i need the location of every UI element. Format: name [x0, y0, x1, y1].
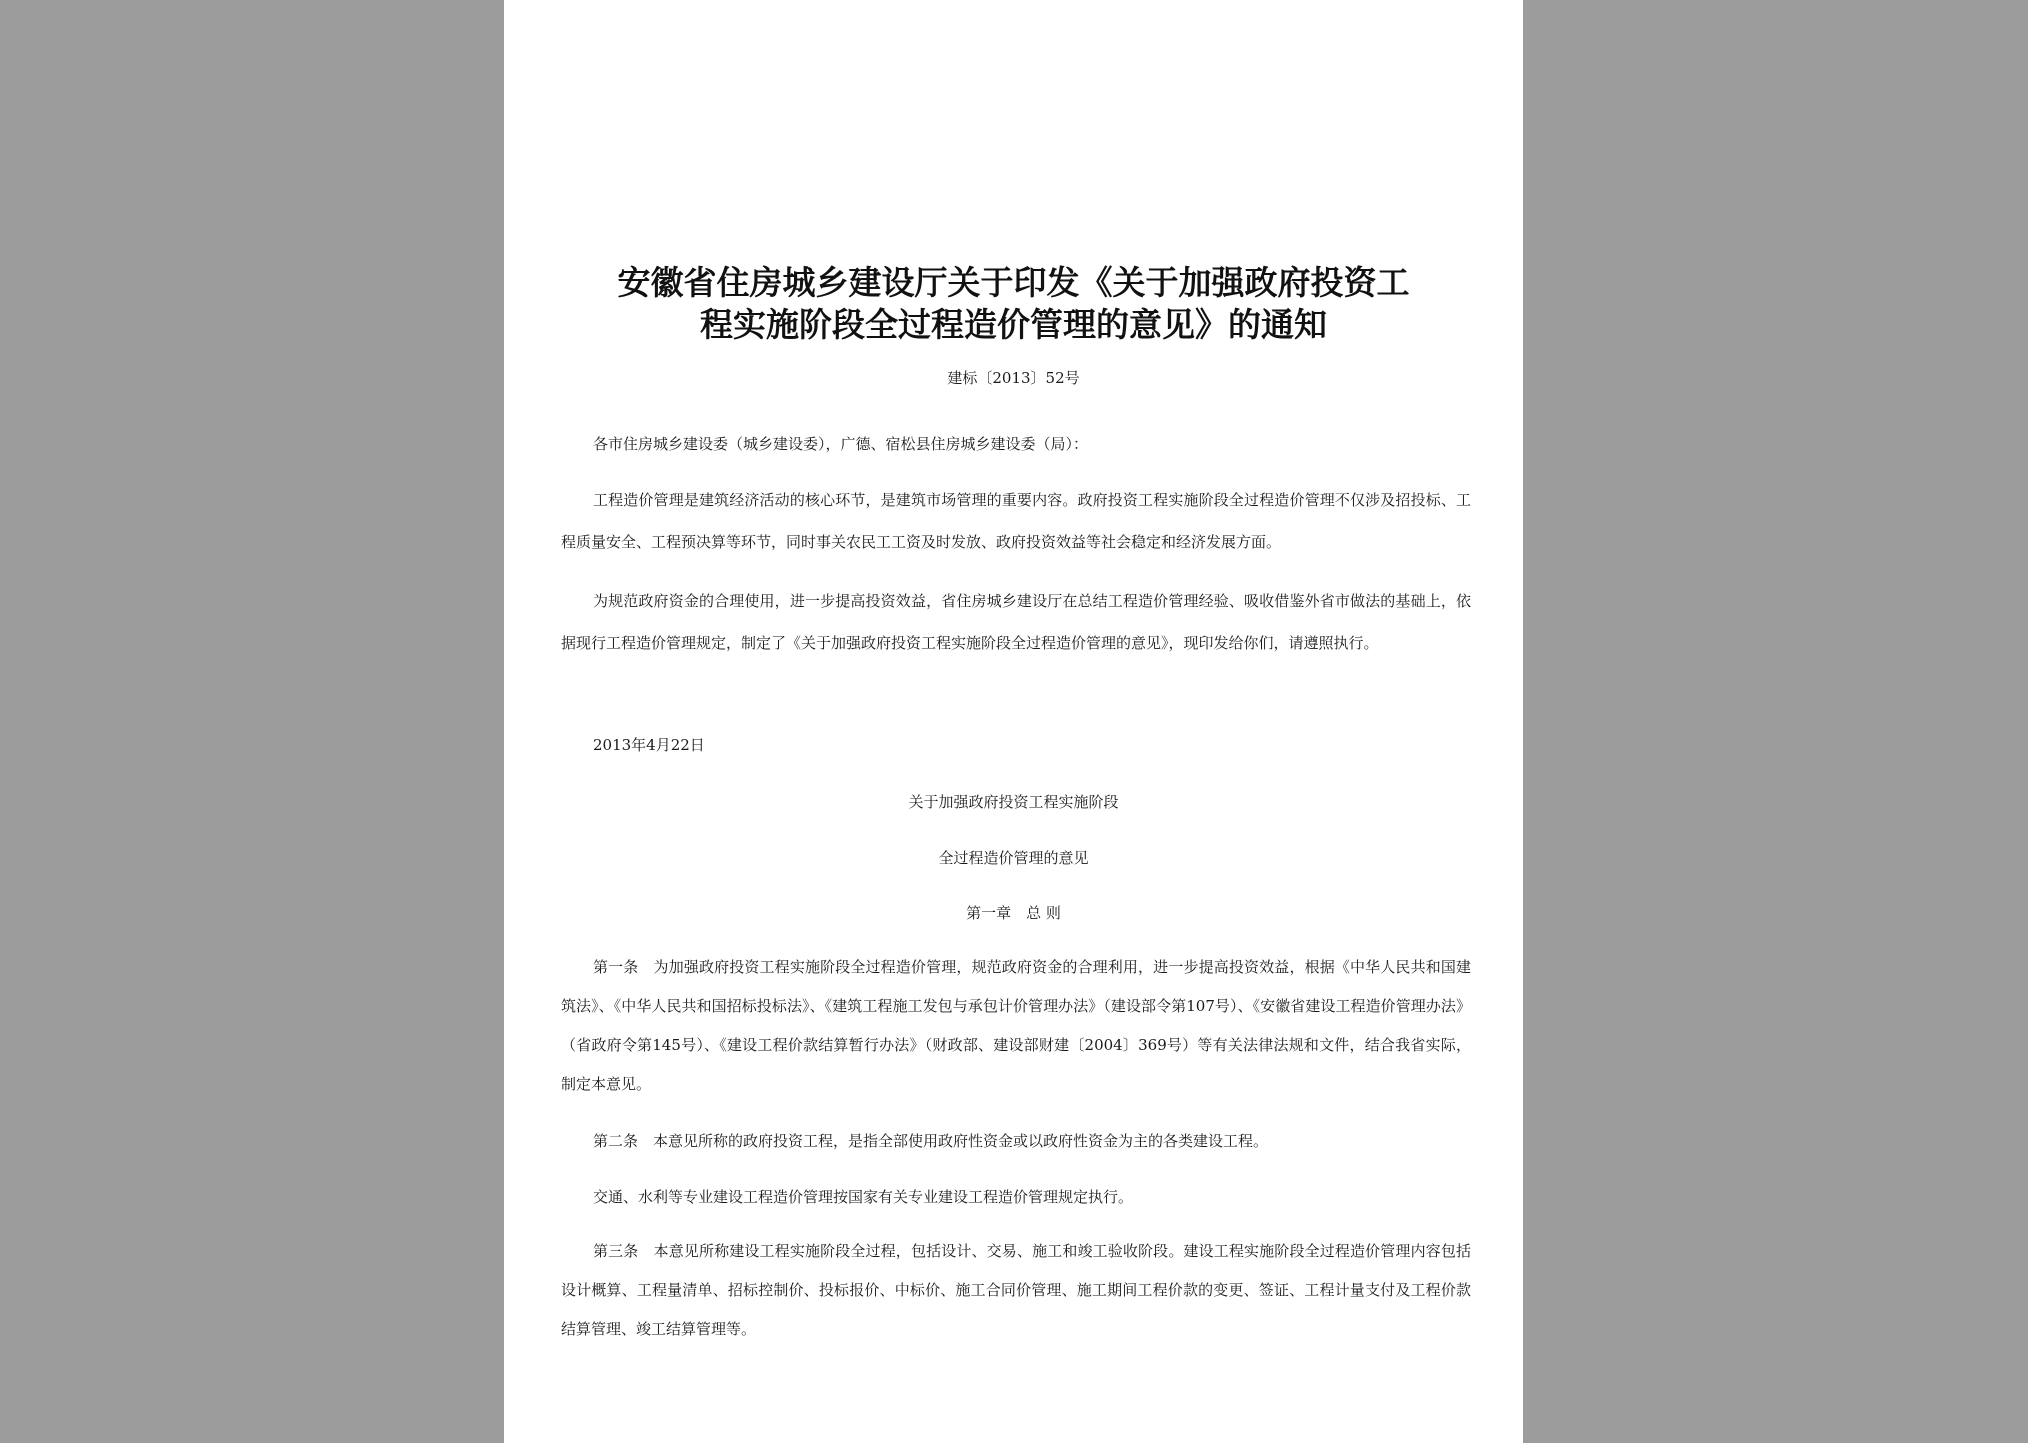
subtitle-line-1: 关于加强政府投资工程实施阶段: [908, 793, 1119, 811]
paragraph-2-block: [561, 580, 1471, 664]
article-2: 第二条 本意见所称的政府投资工程，是指全部使用政府性资金或以政府性资金为主的各类建设工程。: [593, 1132, 1269, 1150]
title-line-2: 程实施阶段全过程造价管理的意见》的通知: [700, 305, 1327, 344]
article-2-block: [561, 1120, 1471, 1162]
article-3-block: [561, 1232, 1471, 1349]
recipients-block: [561, 423, 1471, 465]
article-2-note-block: [561, 1176, 1471, 1218]
title-line-1: 安徽省住房城乡建设厅关于印发《关于加强政府投资工: [617, 263, 1410, 302]
paragraph-1-block: [561, 479, 1471, 563]
article-1-block: [561, 948, 1471, 1104]
recipients: 各市住房城乡建设委（城乡建设委），广德、宿松县住房城乡建设委（局）：: [593, 435, 1089, 453]
paragraph-1: 工程造价管理是建筑经济活动的核心环节，是建筑市场管理的重要内容。政府投资工程实施阶段全过程造价管理不仅涉及招投标、工程质量安全、工程预决算等环节，同时事关农民工工资及时发放、政府投资效益等社会稳定和经济发展方面。: [561, 491, 1471, 551]
chapter-heading: 第一章 总 则: [966, 904, 1061, 922]
document-number: 建标〔2013〕52号: [947, 369, 1080, 387]
article-2-note: 交通、水利等专业建设工程造价管理按国家有关专业建设工程造价管理规定执行。: [593, 1188, 1134, 1206]
paragraph-2: 为规范政府资金的合理使用，进一步提高投资效益，省住房城乡建设厅在总结工程造价管理经验、吸收借鉴外省市做法的基础上，依据现行工程造价管理规定，制定了《关于加强政府投资工程实施阶段全过程造价管理的意见》，现印发给你们，请遵照执行。: [561, 592, 1471, 652]
article-3: 第三条 本意见所称建设工程实施阶段全过程，包括设计、交易、施工和竣工验收阶段。建设工程实施阶段全过程造价管理内容包括设计概算、工程量清单、招标控制价、投标报价、中标价、施工合同价管理、施工期间工程价款的变更、签证、工程计量支付及工程价款结算管理、竣工结算管理等。: [561, 1242, 1471, 1338]
article-1: 第一条 为加强政府投资工程实施阶段全过程造价管理，规范政府资金的合理利用，进一步提高投资效益，根据《中华人民共和国建筑法》、《中华人民共和国招标投标法》、《建筑工程施工发包与承包计价管理办法》（建设部令第107号）、《安徽省建设工程造价管理办法》（省政府令第145号）、《建设工程价款结算暂行办法》（财政部、建设部财建〔2004〕369号）等有关法律法规和文件，结合我省实际，制定本意见。: [561, 958, 1471, 1093]
date-block: [561, 724, 1471, 766]
issue-date: 2013年4月22日: [593, 736, 705, 754]
document-title: [544, 262, 1483, 346]
subtitle-line-2: 全过程造价管理的意见: [938, 849, 1089, 867]
document-page: [504, 0, 1523, 1443]
